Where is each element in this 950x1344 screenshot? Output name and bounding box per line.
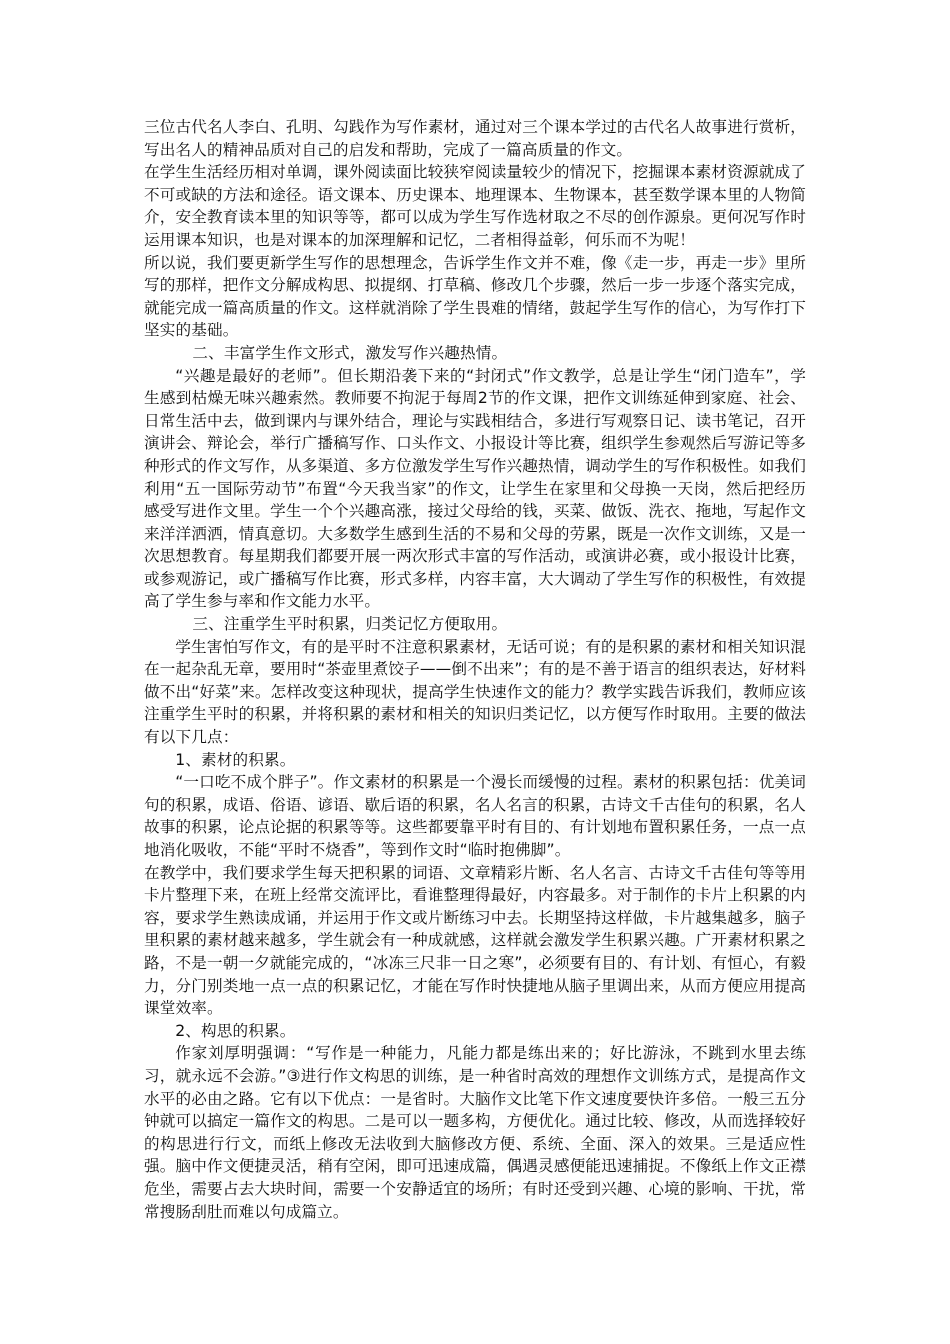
- paragraph-conception: 作家刘厚明强调：“写作是一种能力，凡能力都是练出来的；好比游泳，不跳到水里去练习，就永远不会游。”③进行作文构思的训练，是一种省时高效的理想作文训练方式，是提高作文水平的必由之路。它有以下优点：一是省时。大脑作文比笔下作文速度要快许多倍。一般三五分钟就可以搞定一篇作文的构思。二是可以一题多构，方便优化。通过比较、修改，从而选择较好的构思进行行文，而纸上修改无法收到大脑修改方便、系统、全面、深入的效果。三是适应性强。脑中作文便捷灵活，稍有空闲，即可迅速成篇，偶遇灵感便能迅速捕捉。不像纸上作文正襟危坐，需要占去大块时间，需要一个安静适宜的场所；有时还受到兴趣、心境的影响、干扰，常常搜肠刮肚而难以句成篇立。: [144, 1044, 806, 1221]
- paragraph-intro-continued: 三位古代名人李白、孔明、勾践作为写作素材，通过对三个课本学过的古代名人故事进行赏析，写出名人的精神品质对自己的启发和帮助，完成了一篇高质量的作文。: [144, 118, 806, 159]
- paragraph-interest: “兴趣是最好的老师”。但长期沿袭下来的“封闭式”作文教学，总是让学生“闭门造车”，学生感到枯燥无味兴趣索然。教师要不拘泥于每周2节的作文课，把作文训练延伸到家庭、社会、日常生活中去，做到课内与课外结合，理论与实践相结合，多进行写观察日记、读书笔记，召开演讲会、辩论会，举行广播稿写作、口头作文、小报设计等比赛，组织学生参观然后写游记等多种形式的作文写作，从多渠道、多方位激发学生写作兴趣热情，调动学生的写作积极性。如我们利用“五一国际劳动节”布置“今天我当家”的作文，让学生在家里和父母换一天岗，然后把经历感受写进作文里。学生一个个兴趣高涨，接过父母给的钱，买菜、做饭、洗衣、拖地，写起作文来洋洋洒洒，情真意切。大多数学生感到生活的不易和父母的劳累，既是一次作文训练，又是一次思想教育。每星期我们都要开展一两次形式丰富的写作活动，或演讲必赛，或小报设计比赛，或参观游记，或广播稿写作比赛，形式多样，内容丰富，大大调动了学生写作的积极性，有效提高了学生参与率和作文能力水平。: [144, 366, 806, 611]
- subheading-conception: 2、构思的积累。: [175, 1021, 296, 1040]
- paragraph-update-ideas: 所以说，我们要更新学生写作的思想理念，告诉学生作文并不难，像《走一步，再走一步》里所写的那样，把作文分解成构思、拟提纲、打草稿、修改几个步骤，然后一步一步逐个落实完成，就能完成一篇高质量的作文。这样就消除了学生畏难的情绪，鼓起学生写作的信心，为写作打下坚实的基础。: [144, 253, 806, 340]
- subheading-material: 1、素材的积累。: [175, 750, 296, 769]
- paragraph-teaching-cards: 在教学中，我们要求学生每天把积累的词语、文章精彩片断、名人名言、古诗文千古佳句等等用卡片整理下来，在班上经常交流评比，看谁整理得最好，内容最多。对于制作的卡片上积累的内容，要求学生熟读成诵，并运用于作文或片断练习中去。长期坚持这样做，卡片越集越多，脑子里积累的素材越来越多，学生就会有一种成就感，这样就会激发学生积累兴趣。广开素材积累之路，不是一朝一夕就能完成的，“冰冻三尺非一日之寒”，必须要有目的、有计划、有恒心，有毅力，分门别类地一点一点的积累记忆，才能在写作时快捷地从脑子里调出来，从而方便应用提高课堂效率。: [144, 863, 806, 1018]
- paragraph-material: “一口吃不成个胖子”。作文素材的积累是一个漫长而缓慢的过程。素材的积累包括：优美词句的积累，成语、俗语、谚语、歇后语的积累，名人名言的积累，古诗文千古佳句的积累，名人故事的积累，论点论据的积累等等。这些都要靠平时有目的、有计划地布置积累任务，一点一点地消化吸收，不能“平时不烧香”，等到作文时“临时抱佛脚”。: [144, 773, 806, 859]
- paragraph-textbook-resources: 在学生生活经历相对单调，课外阅读面比较狭窄阅读量较少的情况下，挖掘课本素材资源就成了不可或缺的方法和途径。语文课本、历史课本、地理课本、生物课本，甚至数学课本里的人物简介，安全教育读本里的知识等等，都可以成为学生写作选材取之不尽的创作源泉。更何况写作时运用课本知识，也是对课本的加深理解和记忆，二者相得益彰，何乐而不为呢！: [144, 163, 806, 249]
- section-heading-3: 三、注重学生平时积累，归类记忆方便取用。: [192, 615, 508, 634]
- section-heading-2: 二、丰富学生作文形式，激发写作兴趣热情。: [192, 343, 508, 362]
- paragraph-accumulation: 学生害怕写作文，有的是平时不注意积累素材，无话可说；有的是积累的素材和相关知识混在一起杂乱无章，要用时“茶壶里煮饺子——倒不出来”；有的是不善于语言的组织表达，好材料做不出“好菜”来。怎样改变这种现状，提高学生快速作文的能力？教学实践告诉我们，教师应该注重学生平时的积累，并将积累的素材和相关的知识归类记忆，以方便写作时取用。主要的做法有以下几点：: [144, 637, 806, 747]
- document-body: [144, 116, 806, 1223]
